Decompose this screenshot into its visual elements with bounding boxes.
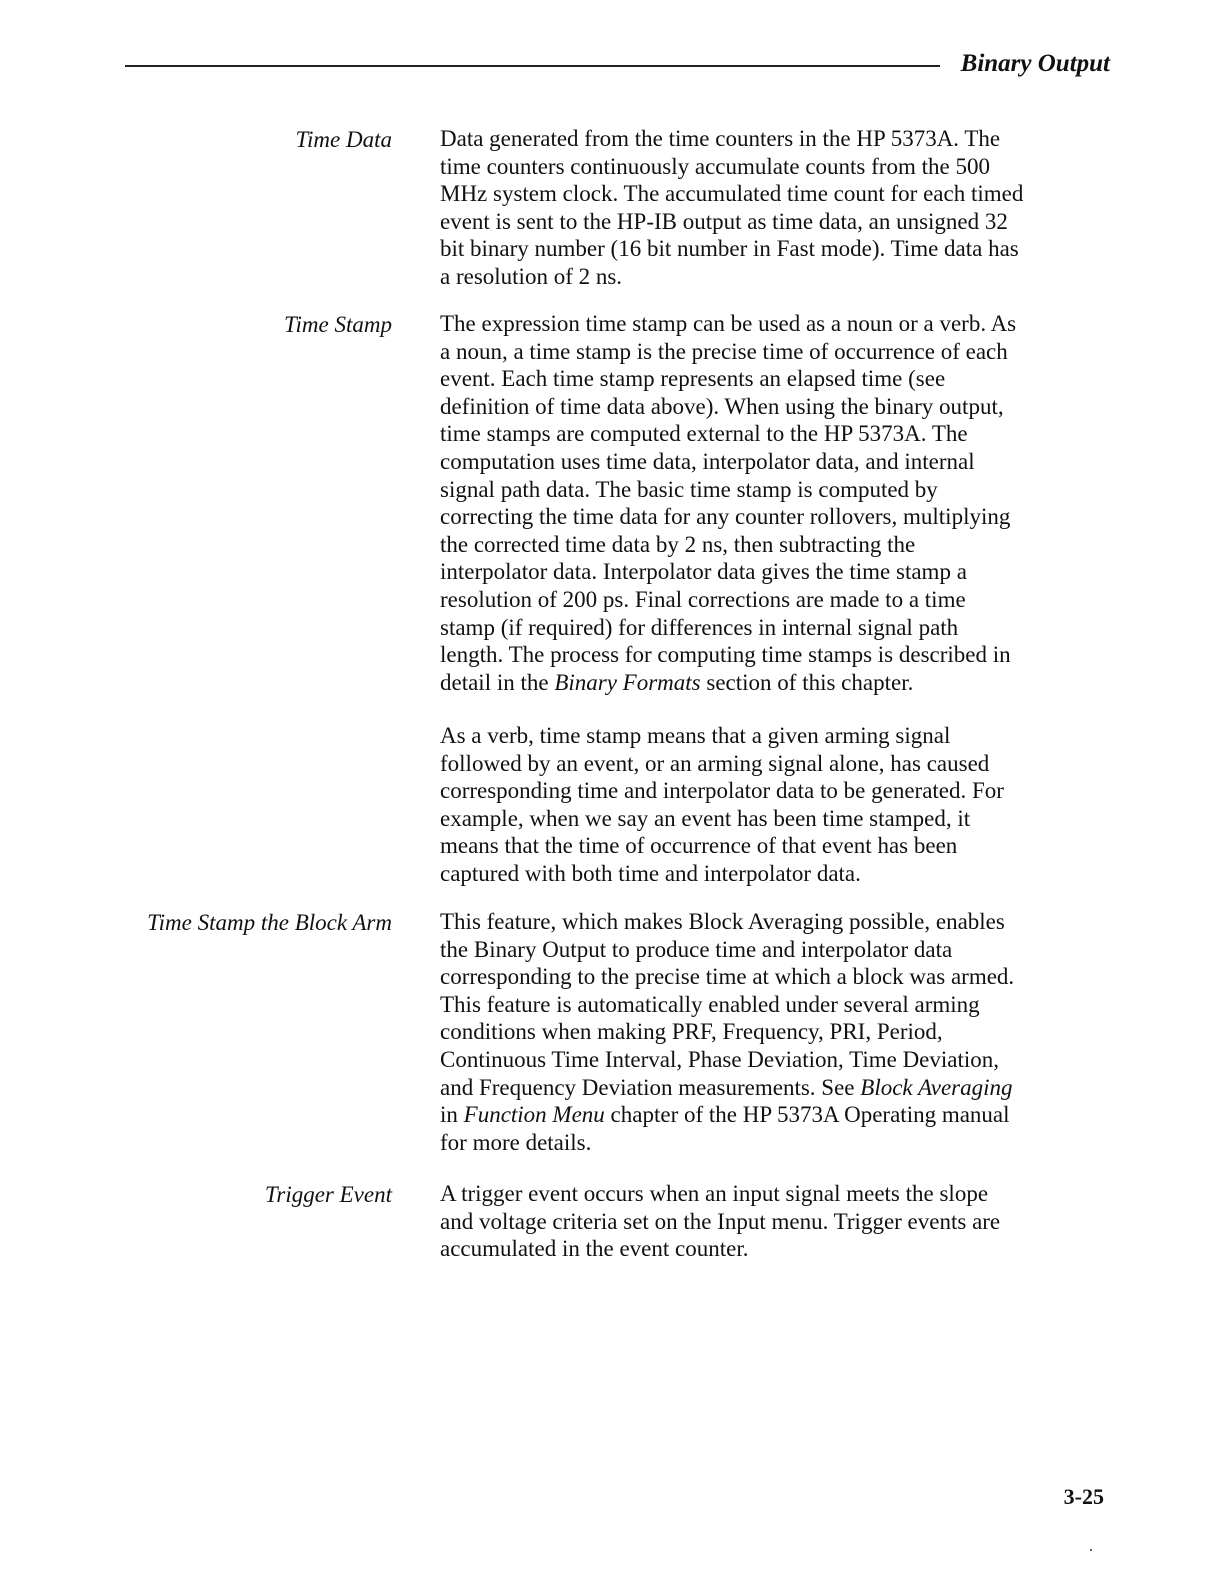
scan-speck bbox=[1090, 1549, 1092, 1551]
text-line: This feature is automatically enabled under several arming bbox=[440, 991, 980, 1017]
text-line: example, when we say an event has been time stamped, it bbox=[440, 805, 971, 831]
page-number: 3-25 bbox=[1063, 1484, 1104, 1509]
text-line: signal path data. The basic time stamp is computed by bbox=[440, 476, 938, 502]
text-line: resolution of 200 ps. Final corrections are made to a time bbox=[440, 586, 966, 612]
text-line: Continuous Time Interval, Phase Deviation, Time Deviation, bbox=[440, 1046, 1000, 1072]
text-line: MHz system clock. The accumulated time count for each timed bbox=[440, 181, 1024, 207]
text-line: corresponding time and interpolator data to be generated. For bbox=[440, 778, 1004, 804]
glossary-term: Time Data bbox=[295, 127, 392, 152]
text-line: stamp (if required) for differences in internal signal path bbox=[440, 614, 959, 640]
text-line: captured with both time and interpolator data. bbox=[440, 860, 861, 886]
text-line: in Function Menu chapter of the HP 5373A Operating manual bbox=[440, 1102, 1010, 1128]
header-rule bbox=[125, 65, 940, 67]
glossary-definition bbox=[440, 125, 1023, 291]
text-line: and Frequency Deviation measurements. See Block Averaging bbox=[440, 1074, 1013, 1100]
text-line: interpolator data. Interpolator data gives the time stamp a bbox=[440, 559, 967, 585]
text-line: corresponding to the precise time at which a block was armed. bbox=[440, 964, 1015, 990]
text-line: definition of time data above). When using the binary output, bbox=[440, 393, 1004, 419]
glossary-term: Time Stamp bbox=[284, 312, 392, 337]
text-line: means that the time of occurrence of that event has been bbox=[440, 833, 958, 859]
text-line: for more details. bbox=[440, 1129, 592, 1155]
text-line: followed by an event, or an arming signal alone, has caused bbox=[440, 750, 990, 776]
text-line: length. The process for computing time stamps is described in bbox=[440, 642, 1011, 668]
text-line: time counters continuously accumulate counts from the 500 bbox=[440, 153, 990, 179]
text-line: conditions when making PRF, Frequency, PRI, Period, bbox=[440, 1019, 943, 1045]
text-line: the Binary Output to produce time and interpolator data bbox=[440, 936, 953, 962]
text-line: a resolution of 2 ns. bbox=[440, 263, 623, 289]
text-line: time stamps are computed external to the HP 5373A. The bbox=[440, 421, 968, 447]
text-line: Data generated from the time counters in the HP 5373A. The bbox=[440, 126, 1001, 151]
glossary-definition bbox=[440, 908, 1014, 1156]
text-line: detail in the Binary Formats section of this chapter. bbox=[440, 669, 914, 695]
text-line: event is sent to the HP-IB output as time data, an unsigned 32 bbox=[440, 208, 1008, 234]
glossary-definition bbox=[440, 1180, 1000, 1263]
glossary-term: Time Stamp the Block Arm bbox=[147, 910, 392, 935]
text-line: accumulated in the event counter. bbox=[440, 1236, 749, 1262]
text-line: the corrected time data by 2 ns, then subtracting the bbox=[440, 531, 916, 557]
text-line: The expression time stamp can be used as a noun or a verb. As bbox=[440, 311, 1017, 336]
section-title: Binary Output bbox=[960, 50, 1110, 77]
text-line: computation uses time data, interpolator data, and internal bbox=[440, 448, 975, 474]
text-line: A trigger event occurs when an input signal meets the slope bbox=[440, 1181, 989, 1206]
text-line: and voltage criteria set on the Input menu. Trigger events are bbox=[440, 1208, 1001, 1234]
text-line: a noun, a time stamp is the precise time of occurrence of each bbox=[440, 338, 1008, 364]
glossary-term: Trigger Event bbox=[264, 1182, 392, 1207]
glossary-definition bbox=[440, 310, 1016, 696]
text-line: As a verb, time stamp means that a given arming signal bbox=[440, 723, 951, 748]
text-line: event. Each time stamp represents an elapsed time (see bbox=[440, 366, 946, 392]
text-line: correcting the time data for any counter rollovers, multiplying bbox=[440, 504, 1011, 530]
glossary-definition bbox=[440, 722, 1004, 888]
text-line: This feature, which makes Block Averaging possible, enables bbox=[440, 909, 1005, 934]
text-line: bit binary number (16 bit number in Fast mode). Time data has bbox=[440, 236, 1019, 262]
